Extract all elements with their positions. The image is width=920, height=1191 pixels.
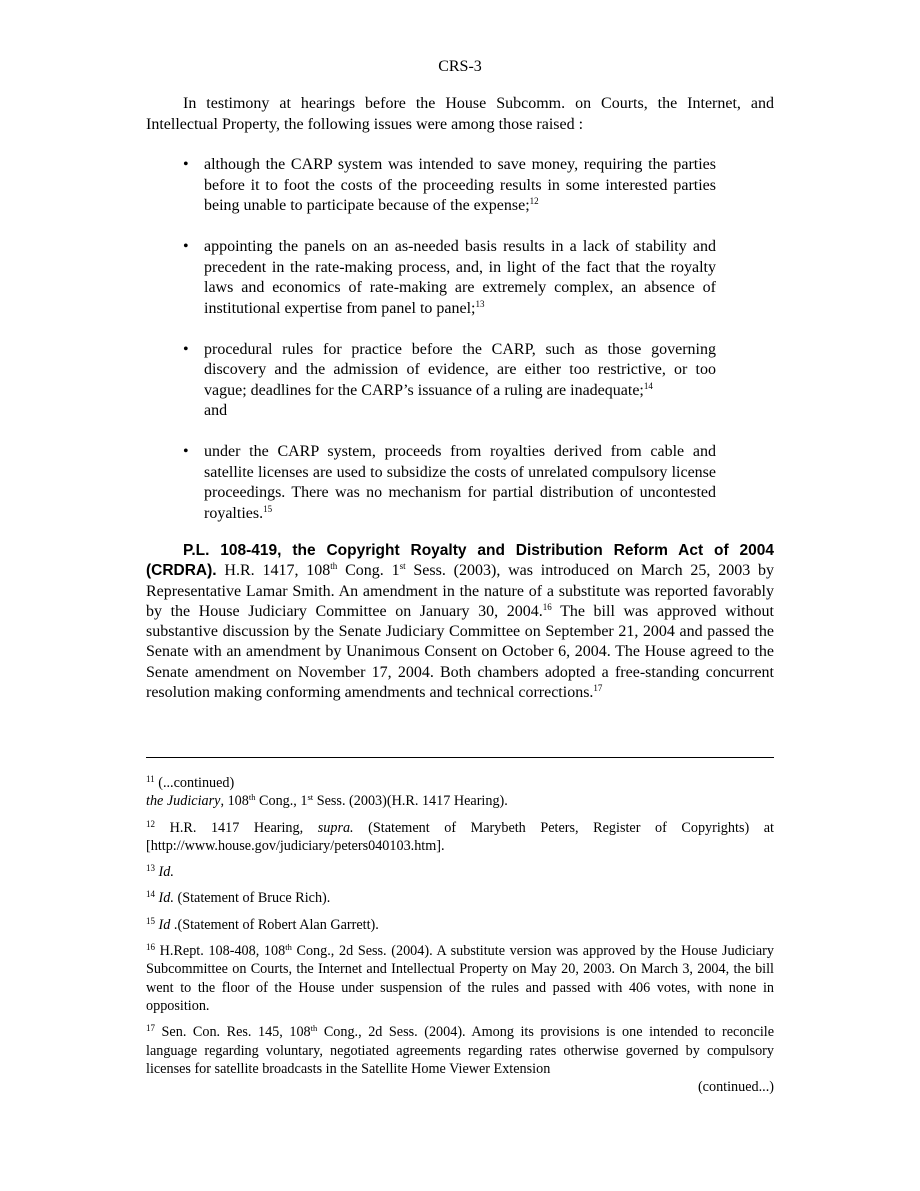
ordinal-suffix: th <box>248 792 256 803</box>
footnote-text: (Statement of Marybeth Peters, Register of Copyrights) at [http://www.house.gov/judiciary/peters040103.htm]. <box>146 819 775 854</box>
section-title: P.L. 108-419, the Copyright Royalty and Distribution Reform Act of 2004 (CRDRA). <box>146 542 774 580</box>
section-text: Sess. (2003), was introduced on March 25, 2003 by Representative Lamar Smith. An amendment in the nature of a substitute was reported favorably by the House Judiciary Committee on January 30, 2004. <box>146 562 775 620</box>
footnote-text: Sen. Con. Res. 145, 108 <box>155 1024 311 1041</box>
ordinal-suffix: st <box>307 792 314 803</box>
footnote-number: 17 <box>146 1023 155 1034</box>
list-item-text: under the CARP system, proceeds from royalties derived from cable and satellite licenses are used to subsidize the costs of unrelated compulsory license proceedings. There was no mechanism for partial distribution of uncontested royalties. <box>204 443 716 522</box>
section-text: The bill was approved without substantive discussion by the Senate Judiciary Committee on September 21, 2004 and passed the Senate with an amendment by Unanimous Consent on October 6, 2004. The House agreed to the Senate amendment on November 17, 2004. Both chambers adopted a free-standing concurrent resolution making conforming amendments and technical corrections. <box>146 602 775 702</box>
footnote-ref: 16 <box>542 601 552 612</box>
footnote-number: 13 <box>146 863 155 874</box>
footnote-11 <box>146 774 774 811</box>
list-item <box>146 237 716 319</box>
footnote-text: Cong., 2d Sess. (2004). A substitute version was approved by the House Judiciary Subcommittee on Courts, the Internet and Intellectual Property on May 20, 2003. On March 3, 2004, the bill went to the floor of the House under suspension of the rules and passed with 406 votes, with none in opposition. <box>146 943 774 1014</box>
footnote-italic: the Judiciary <box>146 793 221 810</box>
footnote-italic: Id. <box>158 890 174 907</box>
ordinal-suffix: th <box>330 561 338 572</box>
list-item <box>146 442 716 524</box>
footnote-number: 12 <box>146 818 155 829</box>
list-item-text: procedural rules for practice before the CARP, such as those governing discovery and the admission of evidence, are either too restrictive, or too vague; deadlines for the CARP’s issuance of a ruling are inadequate; <box>204 340 716 399</box>
footnote-ref: 17 <box>593 683 603 694</box>
footnote-ref: 13 <box>475 298 485 309</box>
footnote-ref: 15 <box>263 503 273 514</box>
footnote-13 <box>146 863 774 881</box>
footnote-16 <box>146 942 774 1015</box>
footnote-12 <box>146 819 774 856</box>
list-item-text: although the CARP system was intended to save money, requiring the parties before it to foot the costs of the proceeding results in some interested parties being unable to participate because of the expense; <box>204 156 716 214</box>
bullet-icon: • <box>183 340 189 358</box>
list-item-text: appointing the panels on an as-needed basis results in a lack of stability and precedent in the rate-making process, and, in light of the fact that the royalty laws and economics of rate-making are extremely complex, an absence of institutional expertise from panel to panel; <box>204 238 716 317</box>
page-header: CRS-3 <box>438 58 482 75</box>
footnotes <box>146 774 774 1096</box>
crdra-paragraph <box>146 541 774 703</box>
continued-note: (continued...) <box>697 1079 774 1096</box>
bullet-icon: • <box>183 238 189 255</box>
footnote-italic: supra. <box>317 819 354 836</box>
footnote-italic: Id. <box>158 864 174 881</box>
footnote-text: Sess. (2003)(H.R. 1417 Hearing). <box>313 793 508 810</box>
footnote-text: Cong., 1 <box>255 793 308 810</box>
ordinal-suffix: th <box>285 942 292 953</box>
section-text: Cong. 1 <box>337 562 400 580</box>
footnote-divider <box>146 757 774 758</box>
list-item <box>146 155 716 217</box>
bullet-icon: • <box>183 156 189 173</box>
footnote-number: 15 <box>146 915 155 926</box>
footnote-number: 16 <box>146 942 155 953</box>
intro-paragraph: In testimony at hearings before the House Subcomm. on Courts, the Internet, and Intellectual Property, the following issues were among those raised : <box>146 95 774 133</box>
bullet-icon: • <box>183 443 189 460</box>
footnote-14 <box>146 889 774 907</box>
footnote-text: , 108 <box>220 793 249 810</box>
footnote-number: 14 <box>146 889 155 900</box>
footnote-17 <box>146 1023 774 1078</box>
footnote-ref: 14 <box>643 380 653 391</box>
footnote-text: H.R. 1417 Hearing, <box>155 819 318 836</box>
footnote-text: (...continued) <box>154 775 235 791</box>
footnote-text: .(Statement of Robert Alan Garrett). <box>170 916 379 933</box>
footnote-text: Cong., 2d Sess. (2004). Among its provisions is one intended to reconcile language regarding voluntary, negotiated agreements regarding rates otherwise governed by compulsory licenses for satellite broadcasts in the Satellite Home Viewer Extension <box>146 1024 775 1077</box>
footnote-text: (Statement of Bruce Rich). <box>173 890 331 907</box>
list-item <box>146 340 716 422</box>
section-text: H.R. 1417, 108 <box>224 562 331 580</box>
list-item-tail: and <box>204 402 228 419</box>
issues-list <box>146 155 774 545</box>
ordinal-suffix: th <box>310 1023 318 1034</box>
footnote-italic: Id <box>158 916 171 933</box>
footnote-number: 11 <box>146 774 155 784</box>
ordinal-suffix: st <box>399 561 406 572</box>
footnote-text: H.Rept. 108-408, 108 <box>155 943 286 960</box>
footnote-ref: 12 <box>529 196 539 206</box>
footnote-15 <box>146 916 774 934</box>
